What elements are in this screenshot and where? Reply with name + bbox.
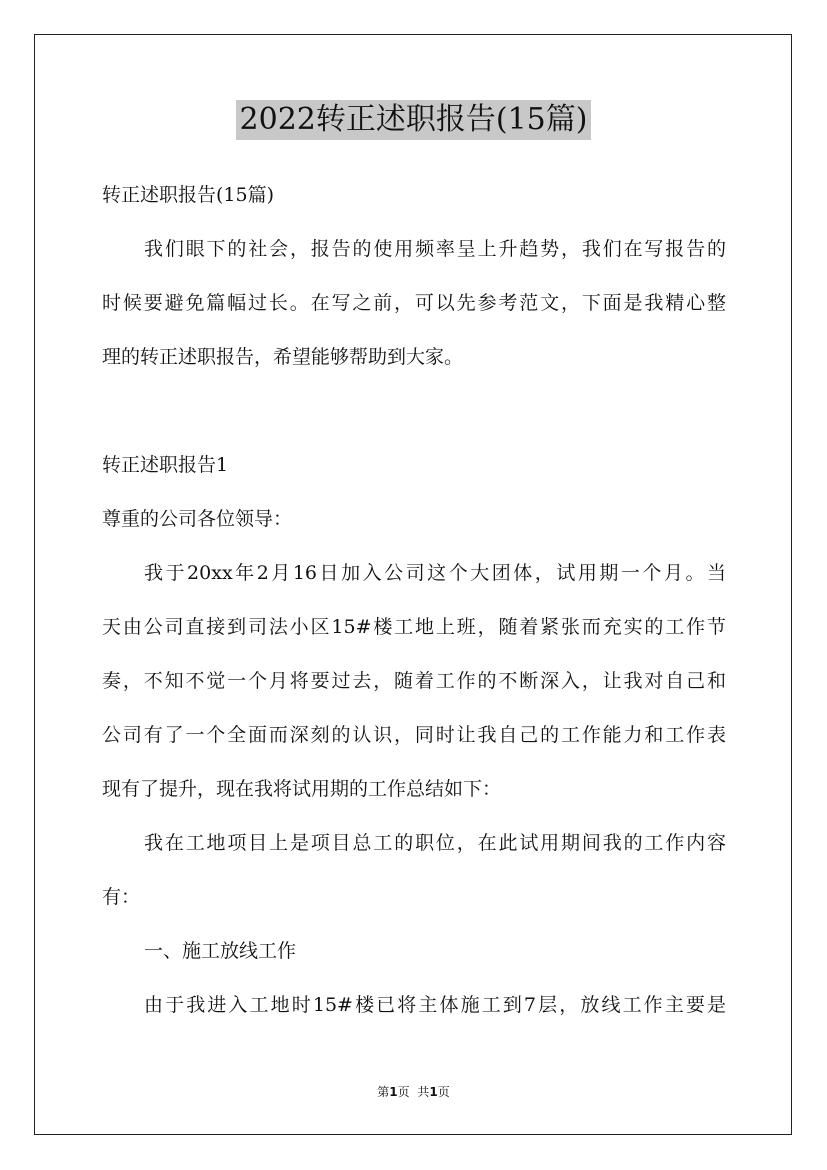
para2-line-2: 有： bbox=[102, 886, 141, 908]
page-suffix: 页 bbox=[397, 1085, 410, 1099]
para1-line-1: 我于20xx年2月16日加入公司这个大团体，试用期一个月。当 bbox=[144, 562, 726, 584]
salutation: 尊重的公司各位领导： bbox=[102, 508, 293, 530]
total-prefix: 共 bbox=[417, 1085, 430, 1099]
paragraph-gap bbox=[102, 384, 726, 438]
para1-line-3: 奏，不知不觉一个月将要过去，随着工作的不断深入，让我对自己和 bbox=[102, 670, 726, 692]
para2-line-1: 我在工地项目上是项目总工的职位，在此试用期间我的工作内容 bbox=[144, 832, 726, 854]
para3-line-1: 由于我进入工地时15#楼已将主体施工到7层，放线工作主要是 bbox=[144, 994, 726, 1016]
page-prefix: 第 bbox=[377, 1085, 390, 1099]
para1-line-2: 天由公司直接到司法小区15#楼工地上班，随着紧张而充实的工作节 bbox=[102, 616, 726, 638]
total-pages: 1 bbox=[429, 1085, 438, 1099]
page-footer bbox=[0, 1083, 827, 1101]
intro-line-1: 我们眼下的社会，报告的使用频率呈上升趋势，我们在写报告的 bbox=[144, 238, 726, 260]
item-heading: 一、施工放线工作 bbox=[144, 940, 297, 962]
title-area bbox=[0, 100, 827, 140]
para1-line-5: 现有了提升，现在我将试用期的工作总结如下： bbox=[102, 778, 502, 800]
total-suffix: 页 bbox=[437, 1085, 450, 1099]
page-number: 1 bbox=[389, 1085, 398, 1099]
document-body bbox=[102, 168, 726, 1032]
document-title: 2022转正述职报告(15篇) bbox=[236, 100, 592, 140]
intro-line-2: 时候要避免篇幅过长。在写之前，可以先参考范文，下面是我精心整 bbox=[102, 292, 726, 314]
section-heading: 转正述职报告1 bbox=[102, 454, 229, 476]
document-subtitle: 转正述职报告(15篇) bbox=[102, 184, 275, 206]
intro-line-3: 理的转正述职报告，希望能够帮助到大家。 bbox=[102, 346, 464, 368]
para1-line-4: 公司有了一个全面而深刻的认识，同时让我自己的工作能力和工作表 bbox=[102, 724, 726, 746]
